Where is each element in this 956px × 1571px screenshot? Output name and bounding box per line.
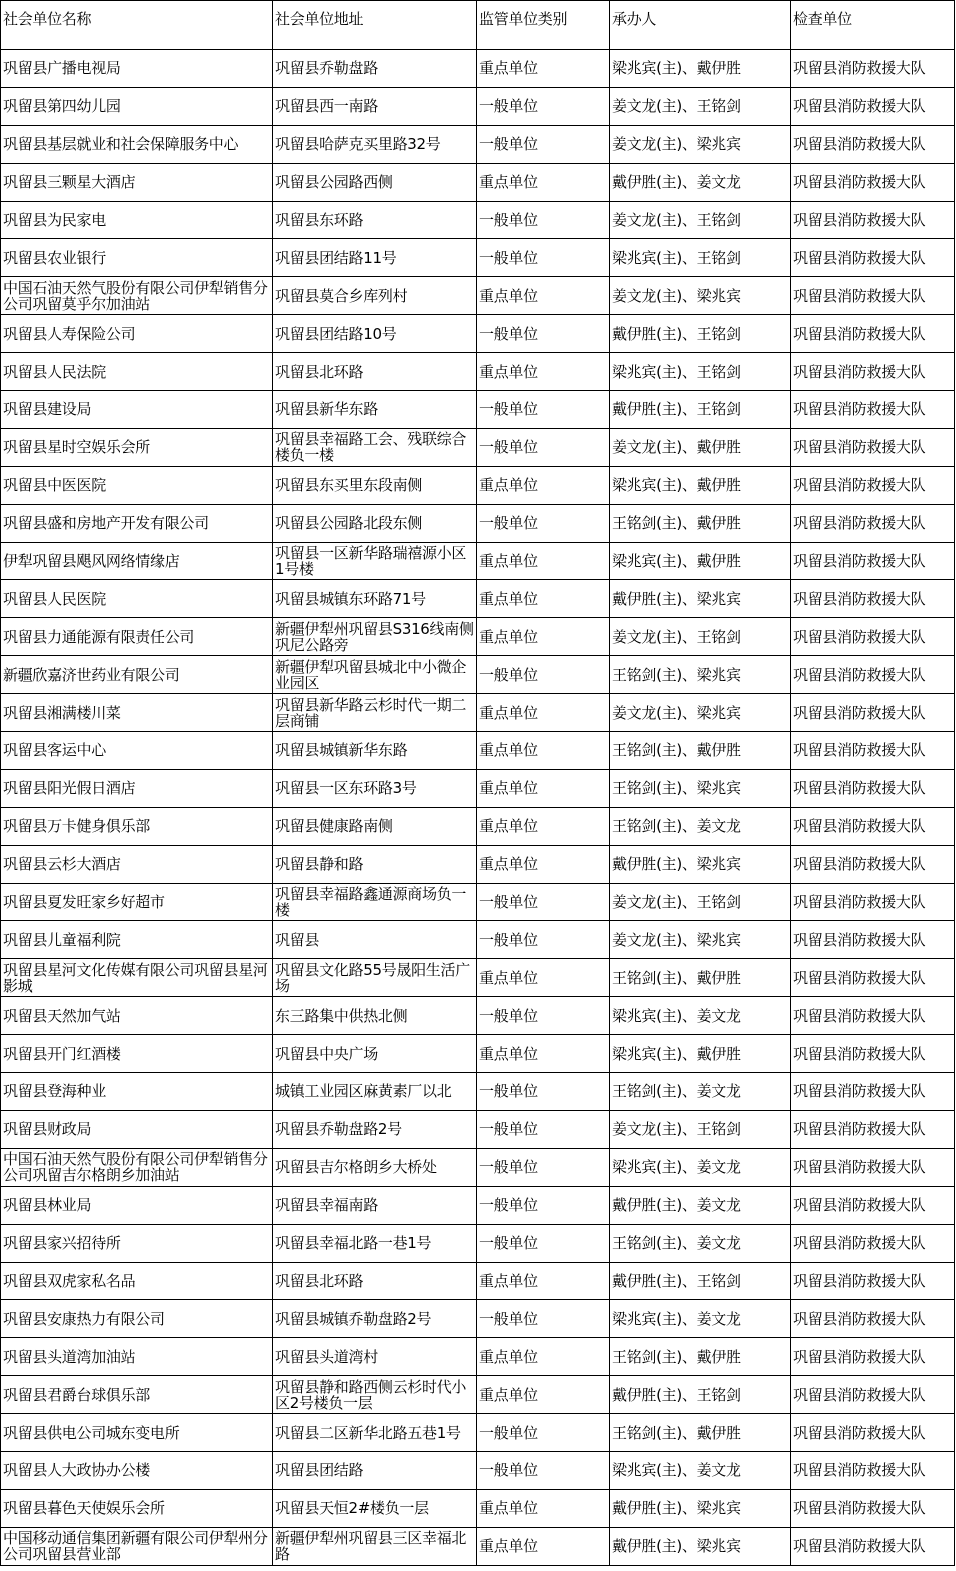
category-cell: 一般单位 [477, 1073, 610, 1111]
inspection-unit-cell: 巩留县消防救援大队 [791, 504, 955, 542]
handler-cell: 戴伊胜(主)、梁兆宾 [610, 845, 791, 883]
inspection-unit-cell: 巩留县消防救援大队 [791, 1186, 955, 1224]
category-cell: 一般单位 [477, 391, 610, 429]
unit-name-cell: 巩留县建设局 [1, 391, 273, 429]
table-row [1, 1073, 955, 1111]
unit-address-cell: 巩留县一区新华路瑞禧源小区1号楼 [273, 542, 477, 580]
inspection-unit-cell: 巩留县消防救援大队 [791, 277, 955, 315]
table-row [1, 694, 955, 732]
table-row [1, 391, 955, 429]
handler-cell: 梁兆宾(主)、戴伊胜 [610, 1035, 791, 1073]
category-cell: 重点单位 [477, 959, 610, 997]
unit-address-cell: 巩留县北环路 [273, 353, 477, 391]
unit-address-cell: 巩留县头道湾村 [273, 1338, 477, 1376]
unit-address-cell: 巩留县新华东路 [273, 391, 477, 429]
handler-cell: 姜文龙(主)、梁兆宾 [610, 125, 791, 163]
category-cell: 一般单位 [477, 1414, 610, 1452]
category-cell: 一般单位 [477, 1148, 610, 1186]
table-row [1, 239, 955, 277]
unit-address-cell: 巩留县团结路10号 [273, 315, 477, 353]
table-row [1, 921, 955, 959]
unit-name-cell: 巩留县双虎家私名品 [1, 1262, 273, 1300]
unit-name-cell: 中国石油天然气股份有限公司伊犁销售分公司巩留莫乎尔加油站 [1, 277, 273, 315]
handler-cell: 戴伊胜(主)、梁兆宾 [610, 1489, 791, 1527]
category-cell: 一般单位 [477, 1300, 610, 1338]
inspection-unit-cell: 巩留县消防救援大队 [791, 163, 955, 201]
unit-name-cell: 巩留县客运中心 [1, 732, 273, 770]
handler-cell: 梁兆宾(主)、王铭剑 [610, 239, 791, 277]
inspection-unit-cell: 巩留县消防救援大队 [791, 1262, 955, 1300]
table-row [1, 1414, 955, 1452]
unit-name-cell: 巩留县儿童福利院 [1, 921, 273, 959]
unit-name-cell: 巩留县农业银行 [1, 239, 273, 277]
table-row [1, 163, 955, 201]
table-row [1, 732, 955, 770]
unit-name-cell: 巩留县头道湾加油站 [1, 1338, 273, 1376]
table-row [1, 959, 955, 997]
inspection-unit-cell: 巩留县消防救援大队 [791, 466, 955, 504]
category-cell: 一般单位 [477, 125, 610, 163]
inspection-unit-cell: 巩留县消防救援大队 [791, 87, 955, 125]
unit-address-cell: 巩留县新华路云杉时代一期二层商铺 [273, 694, 477, 732]
header-inspection-unit: 检查单位 [791, 1, 955, 50]
unit-name-cell: 中国移动通信集团新疆有限公司伊犁州分公司巩留县营业部 [1, 1527, 273, 1565]
inspection-unit-cell: 巩留县消防救援大队 [791, 428, 955, 466]
header-row [1, 1, 955, 50]
inspection-unit-cell: 巩留县消防救援大队 [791, 883, 955, 921]
unit-address-cell: 巩留县静和路 [273, 845, 477, 883]
unit-name-cell: 巩留县力通能源有限责任公司 [1, 618, 273, 656]
header-handler: 承办人 [610, 1, 791, 50]
table-row [1, 997, 955, 1035]
unit-address-cell: 巩留县莫合乡库列村 [273, 277, 477, 315]
unit-address-cell: 东三路集中供热北侧 [273, 997, 477, 1035]
inspection-unit-cell: 巩留县消防救援大队 [791, 921, 955, 959]
header-supervision-category: 监管单位类别 [477, 1, 610, 50]
handler-cell: 戴伊胜(主)、梁兆宾 [610, 1527, 791, 1565]
unit-address-cell: 巩留县西一南路 [273, 87, 477, 125]
handler-cell: 姜文龙(主)、梁兆宾 [610, 277, 791, 315]
table-row [1, 353, 955, 391]
inspection-unit-cell: 巩留县消防救援大队 [791, 1300, 955, 1338]
table-row [1, 1110, 955, 1148]
table-row [1, 50, 955, 88]
unit-name-cell: 巩留县三颗星大酒店 [1, 163, 273, 201]
category-cell: 一般单位 [477, 921, 610, 959]
unit-name-cell: 巩留县供电公司城东变电所 [1, 1414, 273, 1452]
table-row [1, 1035, 955, 1073]
unit-name-cell: 巩留县人民法院 [1, 353, 273, 391]
table-row [1, 769, 955, 807]
inspection-unit-cell: 巩留县消防救援大队 [791, 694, 955, 732]
category-cell: 重点单位 [477, 163, 610, 201]
inspection-unit-cell: 巩留县消防救援大队 [791, 1489, 955, 1527]
unit-address-cell: 巩留县北环路 [273, 1262, 477, 1300]
unit-address-cell: 巩留县文化路55号晟阳生活广场 [273, 959, 477, 997]
unit-address-cell: 巩留县城镇新华东路 [273, 732, 477, 770]
unit-name-cell: 巩留县广播电视局 [1, 50, 273, 88]
handler-cell: 王铭剑(主)、姜文龙 [610, 1224, 791, 1262]
unit-name-cell: 巩留县财政局 [1, 1110, 273, 1148]
unit-address-cell: 巩留县天恒2#楼负一层 [273, 1489, 477, 1527]
category-cell: 一般单位 [477, 201, 610, 239]
unit-name-cell: 巩留县星河文化传媒有限公司巩留县星河影城 [1, 959, 273, 997]
header-unit-name: 社会单位名称 [1, 1, 273, 50]
unit-name-cell: 巩留县阳光假日酒店 [1, 769, 273, 807]
handler-cell: 戴伊胜(主)、梁兆宾 [610, 580, 791, 618]
inspection-unit-cell: 巩留县消防救援大队 [791, 201, 955, 239]
unit-address-cell: 巩留县乔勒盘路 [273, 50, 477, 88]
handler-cell: 王铭剑(主)、梁兆宾 [610, 769, 791, 807]
unit-name-cell: 巩留县基层就业和社会保障服务中心 [1, 125, 273, 163]
inspection-unit-cell: 巩留县消防救援大队 [791, 1073, 955, 1111]
table-row [1, 1376, 955, 1414]
category-cell: 重点单位 [477, 1376, 610, 1414]
table-row [1, 656, 955, 694]
handler-cell: 姜文龙(主)、梁兆宾 [610, 921, 791, 959]
unit-name-cell: 新疆欣嘉济世药业有限公司 [1, 656, 273, 694]
table-row [1, 1224, 955, 1262]
table-row [1, 125, 955, 163]
unit-address-cell: 巩留县健康路南侧 [273, 807, 477, 845]
inspection-unit-cell: 巩留县消防救援大队 [791, 1148, 955, 1186]
handler-cell: 姜文龙(主)、王铭剑 [610, 1110, 791, 1148]
category-cell: 重点单位 [477, 618, 610, 656]
category-cell: 一般单位 [477, 239, 610, 277]
table-row [1, 1451, 955, 1489]
handler-cell: 梁兆宾(主)、王铭剑 [610, 353, 791, 391]
handler-cell: 戴伊胜(主)、王铭剑 [610, 315, 791, 353]
inspection-unit-cell: 巩留县消防救援大队 [791, 1035, 955, 1073]
table-row [1, 883, 955, 921]
unit-address-cell: 巩留县哈萨克买里路32号 [273, 125, 477, 163]
category-cell: 一般单位 [477, 1110, 610, 1148]
unit-address-cell: 巩留县公园路西侧 [273, 163, 477, 201]
category-cell: 一般单位 [477, 87, 610, 125]
unit-name-cell: 巩留县人民医院 [1, 580, 273, 618]
unit-address-cell: 巩留县城镇乔勒盘路2号 [273, 1300, 477, 1338]
unit-name-cell: 巩留县湘满楼川菜 [1, 694, 273, 732]
handler-cell: 戴伊胜(主)、王铭剑 [610, 1376, 791, 1414]
table-row [1, 466, 955, 504]
inspection-unit-cell: 巩留县消防救援大队 [791, 1110, 955, 1148]
unit-address-cell: 巩留县团结路11号 [273, 239, 477, 277]
inspection-unit-cell: 巩留县消防救援大队 [791, 1338, 955, 1376]
table-row [1, 1186, 955, 1224]
category-cell: 一般单位 [477, 1224, 610, 1262]
category-cell: 重点单位 [477, 1489, 610, 1527]
category-cell: 一般单位 [477, 504, 610, 542]
inspection-unit-cell: 巩留县消防救援大队 [791, 997, 955, 1035]
unit-name-cell: 巩留县万卡健身俱乐部 [1, 807, 273, 845]
table-row [1, 504, 955, 542]
unit-address-cell: 巩留县东环路 [273, 201, 477, 239]
category-cell: 一般单位 [477, 428, 610, 466]
inspection-unit-cell: 巩留县消防救援大队 [791, 542, 955, 580]
handler-cell: 姜文龙(主)、王铭剑 [610, 883, 791, 921]
unit-name-cell: 巩留县人大政协办公楼 [1, 1451, 273, 1489]
handler-cell: 梁兆宾(主)、姜文龙 [610, 1148, 791, 1186]
inspection-unit-cell: 巩留县消防救援大队 [791, 391, 955, 429]
inspection-unit-cell: 巩留县消防救援大队 [791, 1414, 955, 1452]
category-cell: 重点单位 [477, 732, 610, 770]
inspection-unit-cell: 巩留县消防救援大队 [791, 50, 955, 88]
inspection-unit-cell: 巩留县消防救援大队 [791, 959, 955, 997]
category-cell: 重点单位 [477, 580, 610, 618]
inspection-unit-cell: 巩留县消防救援大队 [791, 656, 955, 694]
category-cell: 一般单位 [477, 315, 610, 353]
inspection-unit-cell: 巩留县消防救援大队 [791, 315, 955, 353]
category-cell: 一般单位 [477, 1186, 610, 1224]
unit-address-cell: 巩留县幸福路鑫通源商场负一楼 [273, 883, 477, 921]
inspection-unit-cell: 巩留县消防救援大队 [791, 580, 955, 618]
inspection-unit-cell: 巩留县消防救援大队 [791, 618, 955, 656]
handler-cell: 王铭剑(主)、戴伊胜 [610, 1338, 791, 1376]
unit-name-cell: 巩留县星时空娱乐会所 [1, 428, 273, 466]
unit-name-cell: 巩留县开门红酒楼 [1, 1035, 273, 1073]
inspection-unit-cell: 巩留县消防救援大队 [791, 769, 955, 807]
unit-name-cell: 中国石油天然气股份有限公司伊犁销售分公司巩留吉尔格朗乡加油站 [1, 1148, 273, 1186]
inspection-unit-cell: 巩留县消防救援大队 [791, 353, 955, 391]
category-cell: 一般单位 [477, 1451, 610, 1489]
inspection-unit-cell: 巩留县消防救援大队 [791, 807, 955, 845]
unit-name-cell: 巩留县君爵台球俱乐部 [1, 1376, 273, 1414]
unit-address-cell: 巩留县幸福北路一巷1号 [273, 1224, 477, 1262]
unit-name-cell: 巩留县天然加气站 [1, 997, 273, 1035]
handler-cell: 姜文龙(主)、王铭剑 [610, 201, 791, 239]
header-unit-address: 社会单位地址 [273, 1, 477, 50]
unit-name-cell: 巩留县夏发旺家乡好超市 [1, 883, 273, 921]
table-row [1, 1489, 955, 1527]
unit-name-cell: 巩留县人寿保险公司 [1, 315, 273, 353]
handler-cell: 王铭剑(主)、戴伊胜 [610, 732, 791, 770]
handler-cell: 王铭剑(主)、姜文龙 [610, 1073, 791, 1111]
unit-name-cell: 巩留县云杉大酒店 [1, 845, 273, 883]
table-row [1, 1262, 955, 1300]
unit-address-cell: 巩留县吉尔格朗乡大桥处 [273, 1148, 477, 1186]
table-row [1, 618, 955, 656]
handler-cell: 王铭剑(主)、姜文龙 [610, 807, 791, 845]
handler-cell: 戴伊胜(主)、姜文龙 [610, 1186, 791, 1224]
handler-cell: 王铭剑(主)、戴伊胜 [610, 959, 791, 997]
unit-address-cell: 巩留县中央广场 [273, 1035, 477, 1073]
unit-address-cell: 新疆伊犁州巩留县三区幸福北路 [273, 1527, 477, 1565]
unit-address-cell: 巩留县幸福南路 [273, 1186, 477, 1224]
unit-name-cell: 巩留县安康热力有限公司 [1, 1300, 273, 1338]
category-cell: 一般单位 [477, 883, 610, 921]
table-row [1, 580, 955, 618]
inspection-unit-cell: 巩留县消防救援大队 [791, 1527, 955, 1565]
unit-address-cell: 巩留县二区新华北路五巷1号 [273, 1414, 477, 1452]
category-cell: 重点单位 [477, 1527, 610, 1565]
unit-name-cell: 巩留县家兴招待所 [1, 1224, 273, 1262]
handler-cell: 王铭剑(主)、戴伊胜 [610, 504, 791, 542]
table-row [1, 428, 955, 466]
unit-name-cell: 巩留县登海种业 [1, 1073, 273, 1111]
unit-address-cell: 巩留县团结路 [273, 1451, 477, 1489]
unit-name-cell: 巩留县中医医院 [1, 466, 273, 504]
handler-cell: 姜文龙(主)、梁兆宾 [610, 694, 791, 732]
handler-cell: 王铭剑(主)、戴伊胜 [610, 1414, 791, 1452]
handler-cell: 姜文龙(主)、戴伊胜 [610, 428, 791, 466]
category-cell: 重点单位 [477, 1338, 610, 1376]
table-row [1, 1527, 955, 1565]
handler-cell: 梁兆宾(主)、姜文龙 [610, 1451, 791, 1489]
unit-address-cell: 巩留县城镇东环路71号 [273, 580, 477, 618]
table-row [1, 201, 955, 239]
handler-cell: 戴伊胜(主)、姜文龙 [610, 163, 791, 201]
category-cell: 一般单位 [477, 997, 610, 1035]
category-cell: 重点单位 [477, 542, 610, 580]
table-row [1, 542, 955, 580]
table-body [1, 50, 955, 1566]
unit-name-cell: 巩留县盛和房地产开发有限公司 [1, 504, 273, 542]
handler-cell: 姜文龙(主)、王铭剑 [610, 87, 791, 125]
handler-cell: 梁兆宾(主)、戴伊胜 [610, 466, 791, 504]
unit-address-cell: 巩留县公园路北段东侧 [273, 504, 477, 542]
table-row [1, 1300, 955, 1338]
table-row [1, 87, 955, 125]
category-cell: 重点单位 [477, 694, 610, 732]
unit-name-cell: 巩留县第四幼儿园 [1, 87, 273, 125]
handler-cell: 梁兆宾(主)、姜文龙 [610, 1300, 791, 1338]
unit-name-cell: 伊犁巩留县飓风网络情缘店 [1, 542, 273, 580]
handler-cell: 姜文龙(主)、王铭剑 [610, 618, 791, 656]
inspection-unit-cell: 巩留县消防救援大队 [791, 1376, 955, 1414]
category-cell: 一般单位 [477, 656, 610, 694]
table-row [1, 315, 955, 353]
inspection-unit-cell: 巩留县消防救援大队 [791, 1451, 955, 1489]
unit-address-cell: 巩留县一区东环路3号 [273, 769, 477, 807]
category-cell: 重点单位 [477, 353, 610, 391]
handler-cell: 梁兆宾(主)、戴伊胜 [610, 542, 791, 580]
category-cell: 重点单位 [477, 1262, 610, 1300]
category-cell: 重点单位 [477, 277, 610, 315]
category-cell: 重点单位 [477, 845, 610, 883]
unit-address-cell: 巩留县乔勒盘路2号 [273, 1110, 477, 1148]
unit-name-cell: 巩留县暮色天使娱乐会所 [1, 1489, 273, 1527]
table-row [1, 277, 955, 315]
unit-name-cell: 巩留县为民家电 [1, 201, 273, 239]
inspection-unit-cell: 巩留县消防救援大队 [791, 845, 955, 883]
unit-address-cell: 巩留县幸福路工会、残联综合楼负一楼 [273, 428, 477, 466]
handler-cell: 梁兆宾(主)、戴伊胜 [610, 50, 791, 88]
table-row [1, 807, 955, 845]
handler-cell: 梁兆宾(主)、姜文龙 [610, 997, 791, 1035]
table-row [1, 1338, 955, 1376]
table-row [1, 845, 955, 883]
inspection-unit-cell: 巩留县消防救援大队 [791, 239, 955, 277]
category-cell: 重点单位 [477, 1035, 610, 1073]
category-cell: 重点单位 [477, 807, 610, 845]
unit-address-cell: 新疆伊犁州巩留县S316线南侧巩尼公路旁 [273, 618, 477, 656]
handler-cell: 戴伊胜(主)、王铭剑 [610, 391, 791, 429]
category-cell: 重点单位 [477, 769, 610, 807]
unit-address-cell: 巩留县静和路西侧云杉时代小区2号楼负一层 [273, 1376, 477, 1414]
unit-address-cell: 巩留县东买里东段南侧 [273, 466, 477, 504]
handler-cell: 戴伊胜(主)、王铭剑 [610, 1262, 791, 1300]
category-cell: 重点单位 [477, 50, 610, 88]
inspection-unit-cell: 巩留县消防救援大队 [791, 732, 955, 770]
unit-address-cell: 新疆伊犁巩留县城北中小微企业园区 [273, 656, 477, 694]
inspection-unit-cell: 巩留县消防救援大队 [791, 1224, 955, 1262]
unit-address-cell: 城镇工业园区麻黄素厂以北 [273, 1073, 477, 1111]
category-cell: 重点单位 [477, 466, 610, 504]
table-row [1, 1148, 955, 1186]
unit-name-cell: 巩留县林业局 [1, 1186, 273, 1224]
inspection-unit-cell: 巩留县消防救援大队 [791, 125, 955, 163]
unit-address-cell: 巩留县 [273, 921, 477, 959]
handler-cell: 王铭剑(主)、梁兆宾 [610, 656, 791, 694]
